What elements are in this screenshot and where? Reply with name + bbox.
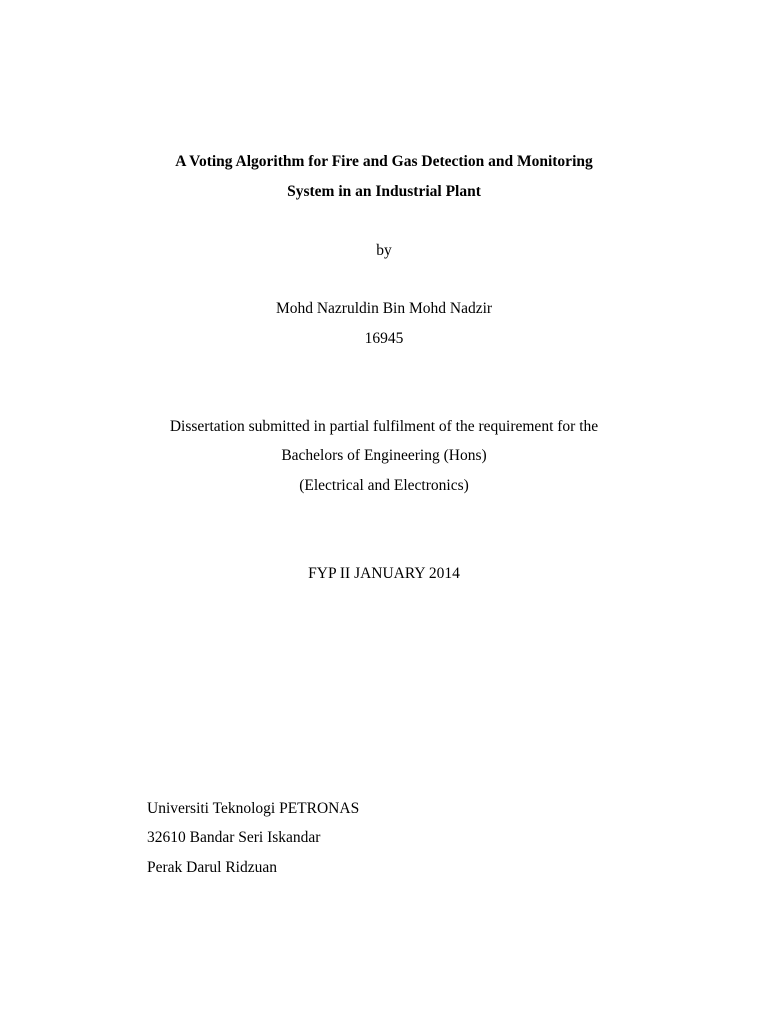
degree-name: Bachelors of Engineering (Hons) <box>281 447 487 464</box>
submission-statement-line-1: Dissertation submitted in partial fulfilment of the requirement for the <box>169 418 599 435</box>
degree-field: (Electrical and Electronics) <box>299 477 469 494</box>
submission-term: FYP II JANUARY 2014 <box>308 565 460 582</box>
thesis-title-line-1: A Voting Algorithm for Fire and Gas Detection and Monitoring <box>175 153 593 170</box>
university-name: Universiti Teknologi PETRONAS <box>147 800 360 817</box>
address-line-postcode: 32610 Bandar Seri Iskandar <box>147 829 321 846</box>
by-label: by <box>376 242 392 259</box>
student-id: 16945 <box>364 330 404 347</box>
thesis-title-line-2: System in an Industrial Plant <box>287 183 481 200</box>
author-name: Mohd Nazruldin Bin Mohd Nadzir <box>275 300 493 317</box>
address-line-state: Perak Darul Ridzuan <box>147 859 277 876</box>
